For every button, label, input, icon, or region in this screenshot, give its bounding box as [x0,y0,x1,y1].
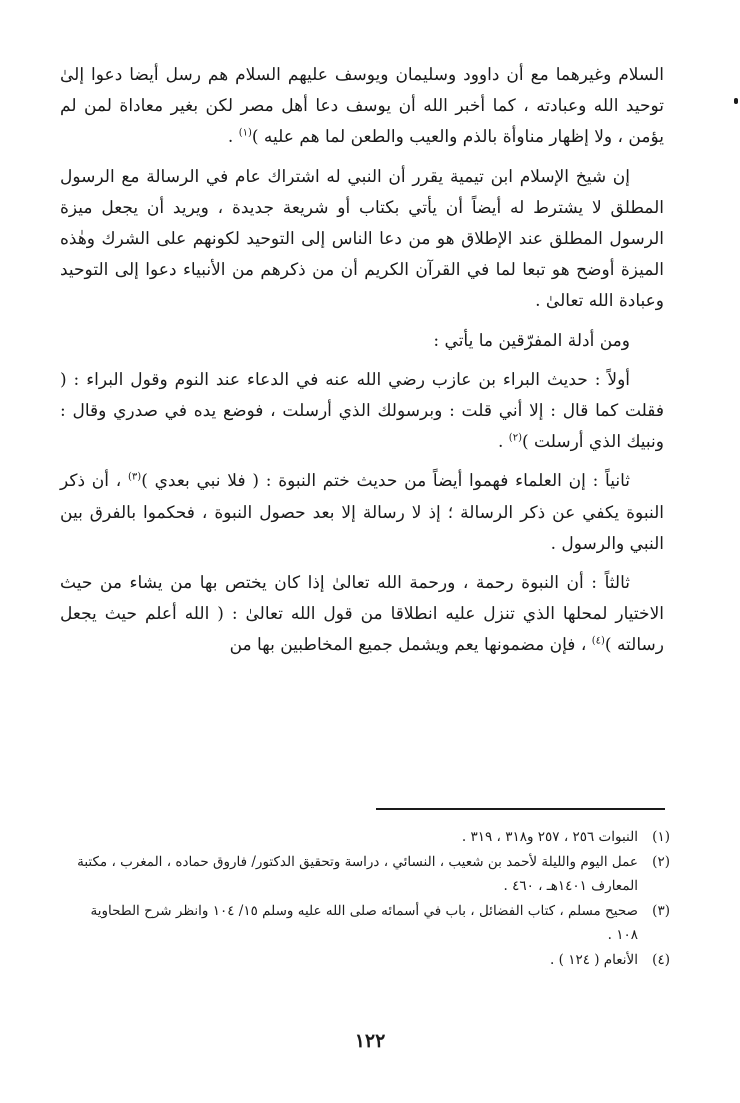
paragraph-5: ثانياً : إن العلماء فهموا أيضاً من حديث ختم النبوة : ( فلا نبي بعدي )$^{(٣)}$ ، أن ذكر النبوة يكفي عن ذكر الرسالة ؛ إذ لا رسالة إلا بعد حصول النبوة ، فحكموا بالفرق بين النبي والرسول . [60,471,664,554]
footnote-3 [70,899,670,948]
footnote-text: عمل اليوم والليلة لأحمد بن شعيب ، النسائي ، دراسة وتحقيق الدكتور/ فاروق حماده ، المغرب ، مكتبة المعارف ١٤٠١هـ ، ٤٦٠ . [77,853,638,895]
paragraph-1: السلام وغيرهما مع أن داوود وسليمان ويوسف عليهم السلام هم رسل أيضا دعوا إلىٰ توحيد الله وعبادته ، كما أخبر الله أن يوسف دعا أهل مصر لكن بغير معاداة لمن لم يؤمن ، ولا إظهار مناوأة بالذم والعيب والطعن لما هم عليه )$^{(١)}$ . [60,65,664,148]
footnote-text: صحيح مسلم ، كتاب الفضائل ، باب في أسمائه صلى الله عليه وسلم ١٥/ ١٠٤ وانظر شرح الطحاوية ١٠٨ . [90,902,638,944]
footnote-4 [70,948,670,973]
paragraph-2: إن شيخ الإسلام ابن تيمية يقرر أن النبي له اشتراك عام في الرسالة مع الرسول المطلق لا يشترط له أيضاً أن يأتي بكتاب أو شريعة جديدة ، ويريد أن يجعل ميزة الرسول المطلق عند الإطلاق هو من دعا الناس إلى التوحيد لكونهم على الشرك وهٰذه الميزة أوضح هو تبعا لما في القرآن الكريم أن من ذكرهم من الأنبياء دعوا إلى التوحيد وعبادة الله تعالىٰ . [60,166,664,312]
footnote-ref-4[interactable]: (٤) [591,635,605,647]
page-number: ١٢٢ [354,1030,386,1052]
footnote-ref-2[interactable]: (٢) [508,432,522,444]
paragraph-6: ثالثاً : أن النبوة رحمة ، ورحمة الله تعالىٰ إذا كان يختص بها من يشاء من حيث الاختيار لمحلها الذي تنزل عليه انطلاقا من قول الله تعالىٰ : ( الله أعلم حيث يجعل رسالته )$^{(٤)}$ ، فإن مضمونها يعم ويشمل جميع المخاطبين بها من [60,573,664,656]
footnote-number: (٣) [652,902,670,919]
footnote-1 [70,825,670,850]
footnote-2 [70,850,670,899]
footnote-ref-3[interactable]: (٣) [128,471,142,483]
paragraph-3: ومن أدلة المفرّقين ما يأتي : [433,330,630,351]
main-text [60,60,664,662]
footnote-separator [376,808,665,810]
footnote-number: (٢) [652,853,670,870]
footnotes [70,825,670,973]
footnote-ref-1[interactable]: (١) [238,127,252,139]
margin-mark [734,98,738,104]
footnote-text: الأنعام ( ١٢٤ ) . [550,951,638,968]
footnote-text: النبوات ٢٥٦ ، ٢٥٧ و٣١٨ ، ٣١٩ . [461,829,638,845]
footnote-number: (١) [652,829,670,845]
footnote-number: (٤) [652,951,670,968]
paragraph-4: أولاً : حديث البراء بن عازب رضي الله عنه في الدعاء عند النوم وقول البراء : ( فقلت كما قال : إلا أني قلت : وبرسولك الذي أرسلت ، فوضع يده في صدري وقال : ونبيك الذي أرسلت )$^{(٢)}$ . [60,369,664,453]
